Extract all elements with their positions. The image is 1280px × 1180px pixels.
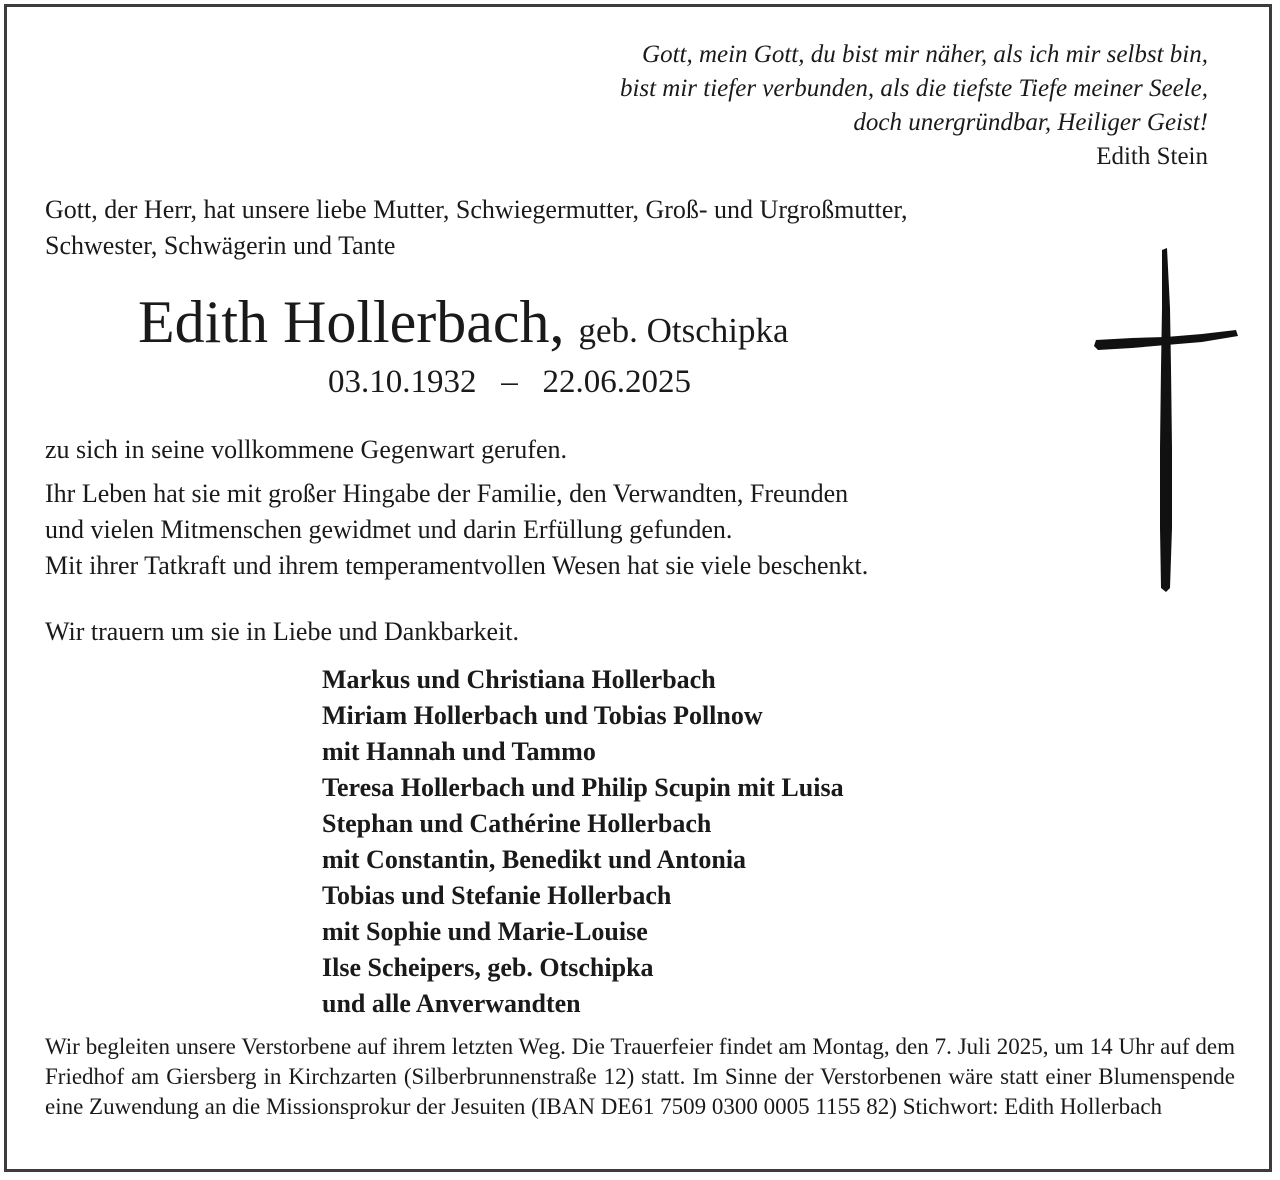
quote-line: Gott, mein Gott, du bist mir näher, als ich mir selbst bin, [642, 41, 1208, 68]
deceased-name-line [138, 288, 789, 357]
tribute-line: und vielen Mitmenschen gewidmet und darin Erfüllung gefunden. [45, 515, 733, 544]
funeral-info: Wir begleiten unsere Verstorbene auf ihrem letzten Weg. Die Trauerfeier findet am Montag, den 7. Juli 2025, um 14 Uhr auf dem Friedhof am Giersberg in Kirchzarten (Silberbrunnenstraße 12) statt. Im Sinne der Verstorbenen wäre statt einer Blumenspende eine Zuwendung an die Missionsprokur der Jesuiten (IBAN DE61 7509 0300 0005 1155 82) Stichwort: Edith Hollerbach [45, 1034, 1235, 1119]
family-member: Stephan und Cathérine Hollerbach [322, 809, 712, 838]
tribute-line: Mit ihrer Tatkraft und ihrem temperamentvollen Wesen hat sie viele beschenkt. [45, 551, 869, 580]
tribute-line: Ihr Leben hat sie mit großer Hingabe der Familie, den Verwandten, Freunden [45, 479, 849, 508]
family-member: Tobias und Stefanie Hollerbach [322, 881, 672, 910]
quote-author: Edith Stein [1096, 143, 1208, 170]
family-member: mit Sophie und Marie-Louise [322, 917, 648, 946]
quote-line: doch unergründbar, Heiliger Geist! [853, 109, 1208, 136]
family-list [322, 662, 844, 1022]
deceased-birth-name: geb. Otschipka [578, 311, 789, 350]
tribute-text [45, 476, 868, 584]
family-member: Ilse Scheipers, geb. Otschipka [322, 953, 654, 982]
death-date: 22.06.2025 [542, 364, 691, 400]
family-member: Markus und Christiana Hollerbach [322, 665, 716, 694]
life-dates [328, 364, 691, 401]
family-member: Teresa Hollerbach und Philip Scupin mit Luisa [322, 773, 844, 802]
quote-line: bist mir tiefer verbunden, als die tiefste Tiefe meiner Seele, [619, 75, 1208, 102]
family-member: und alle Anverwandten [322, 989, 581, 1018]
birth-date: 03.10.1932 [328, 364, 477, 400]
mourning-line: Wir trauern um sie in Liebe und Dankbarkeit. [45, 617, 520, 646]
intro-line: Schwester, Schwägerin und Tante [45, 231, 396, 260]
date-dash: – [501, 364, 518, 400]
family-member: mit Constantin, Benedikt und Antonia [322, 845, 747, 874]
cross-icon [1092, 248, 1242, 598]
family-member: mit Hannah und Tammo [322, 737, 596, 766]
intro-text [45, 192, 908, 264]
family-member: Miriam Hollerbach und Tobias Pollnow [322, 701, 763, 730]
epigraph-quote [620, 38, 1208, 174]
deceased-name: Edith Hollerbach, [138, 289, 565, 355]
intro-line: Gott, der Herr, hat unsere liebe Mutter, Schwiegermutter, Groß- und Urgroßmutter, [45, 195, 908, 224]
called-line: zu sich in seine vollkommene Gegenwart gerufen. [45, 435, 567, 464]
